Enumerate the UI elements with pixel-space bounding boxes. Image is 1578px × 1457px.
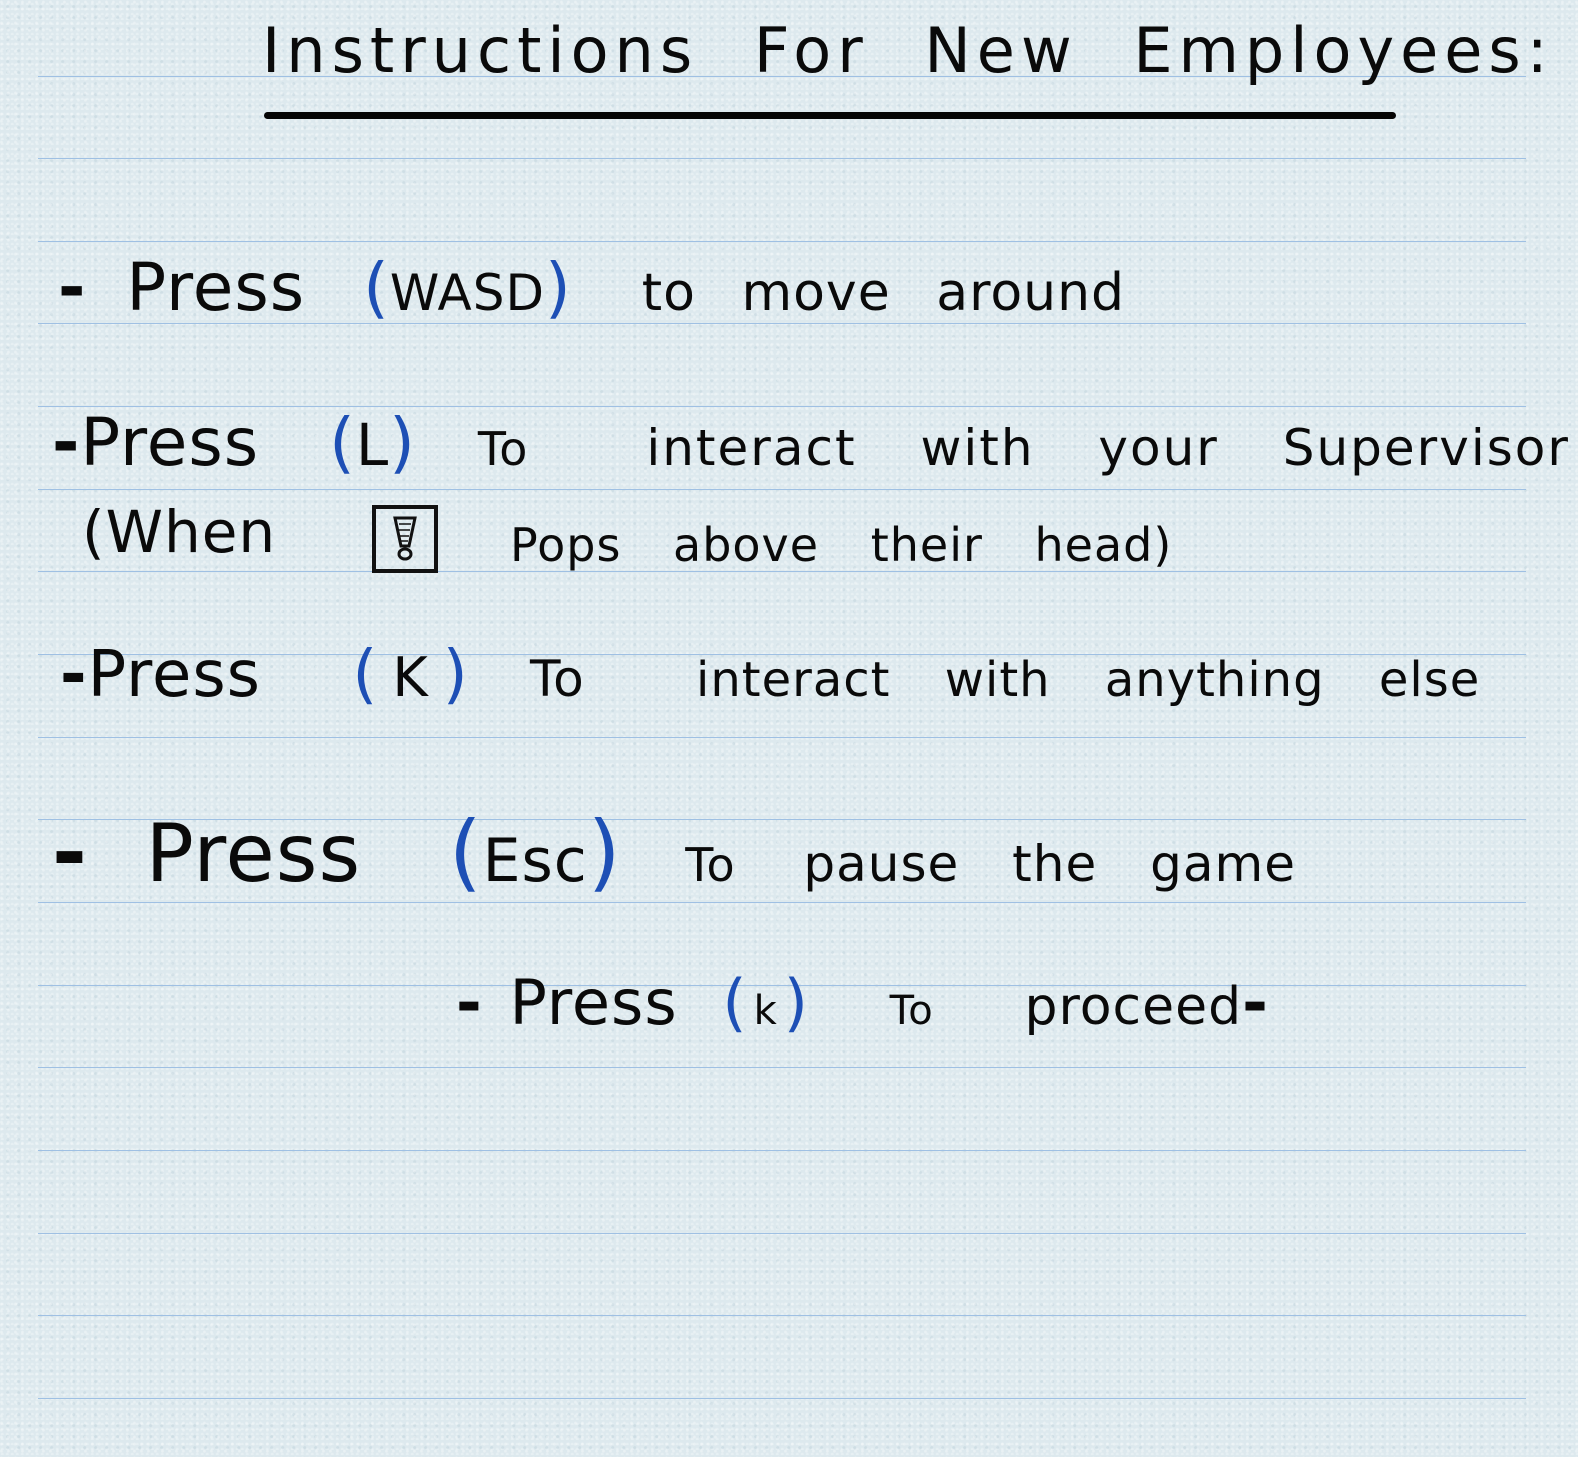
to-label: To (530, 650, 585, 708)
notebook-rule-line (38, 1315, 1526, 1316)
instruction-interact (60, 638, 1481, 712)
exclamation-alert-glyph (382, 514, 428, 564)
key-bracket-close: ) (544, 249, 572, 326)
to-label: To (685, 838, 736, 892)
notebook-rule-line (38, 1398, 1526, 1399)
proceed-action: proceed (1024, 977, 1243, 1037)
key-k-proceed: k (753, 988, 778, 1034)
key-bracket-close: ) (783, 966, 809, 1039)
notebook-rule-line (38, 489, 1526, 490)
key-k: K (392, 646, 429, 709)
supervisor-note-start: (When (82, 498, 277, 566)
notebook-rule-line (38, 737, 1526, 738)
bullet-dash: - (52, 404, 81, 481)
notebook-rule-line (38, 1150, 1526, 1151)
to-label: To (477, 422, 529, 476)
proceed-dash-left: - (456, 966, 483, 1039)
instruction-supervisor (52, 404, 1570, 481)
notebook-rule-line (38, 902, 1526, 903)
press-label: Press (126, 249, 306, 326)
bullet-dash: - (58, 249, 87, 326)
notebook-rule-line (38, 241, 1526, 242)
bullet-dash: - (52, 803, 88, 901)
instruction-action: pause the game (803, 835, 1296, 893)
instruction-move (58, 249, 1126, 326)
notebook-rule-line (38, 1067, 1526, 1068)
instruction-action: interact with your Supervisor (646, 419, 1570, 477)
bullet-dash: - (60, 638, 88, 712)
press-label: Press (87, 638, 261, 712)
instruction-pause (52, 803, 1296, 901)
title-underline (264, 112, 1396, 119)
instruction-action: to move around (641, 263, 1126, 323)
key-esc: Esc (482, 826, 588, 896)
proceed-dash-right: - (1242, 966, 1269, 1039)
key-bracket-open: ( (448, 803, 483, 901)
proceed-prompt[interactable] (456, 966, 1269, 1039)
press-label: Press (145, 807, 362, 900)
key-bracket-open: ( (722, 966, 748, 1039)
key-bracket-close: ) (389, 404, 416, 481)
instruction-action: interact with anything else (696, 652, 1481, 708)
key-bracket-open: ( (352, 638, 379, 712)
press-label: Press (509, 966, 678, 1039)
key-bracket-open: ( (329, 404, 356, 481)
key-l: L (355, 411, 390, 479)
page-title: Instructions For New Employees: (262, 14, 1554, 87)
supervisor-note-end: Pops above their head) (510, 518, 1173, 572)
key-wasd: WASD (389, 264, 545, 322)
notebook-rule-line (38, 1233, 1526, 1234)
notebook-rule-line (38, 158, 1526, 159)
key-bracket-close: ) (442, 638, 469, 712)
to-label: To (889, 988, 934, 1034)
key-bracket-open: ( (363, 249, 390, 326)
key-bracket-close: ) (587, 803, 622, 901)
exclamation-alert-icon (372, 505, 438, 573)
press-label: Press (80, 404, 260, 481)
